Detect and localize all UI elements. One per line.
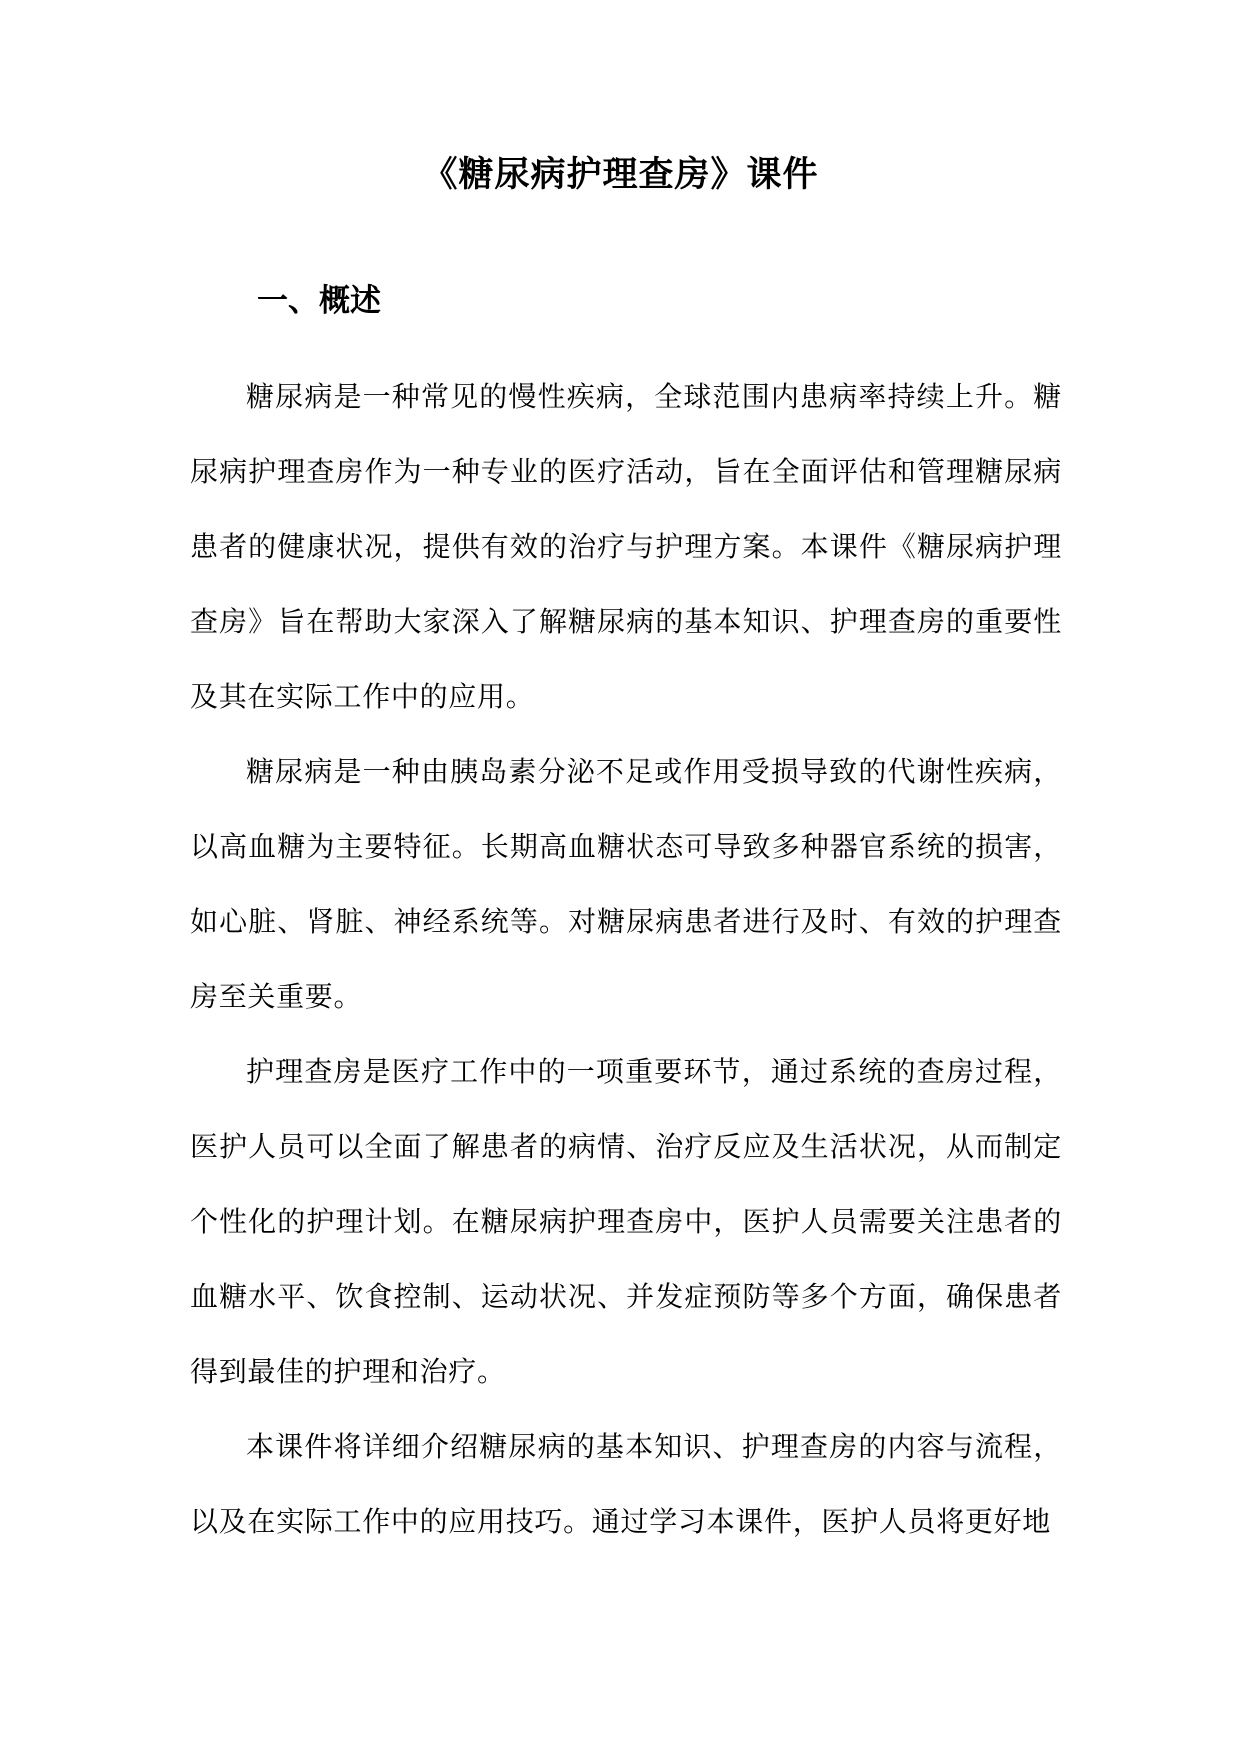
document-title: 《糖尿病护理查房》课件 bbox=[422, 155, 819, 195]
paragraph: 本课件将详细介绍糖尿病的基本知识、护理查房的内容与流程，以及在实际工作中的应用技巧。通过学习本课件，医护人员将更好地 bbox=[190, 1430, 1062, 1538]
paragraph: 糖尿病是一种常见的慢性疾病，全球范围内患病率持续上升。糖尿病护理查房作为一种专业的医疗活动，旨在全面评估和管理糖尿病患者的健康状况，提供有效的治疗与护理方案。本课件《糖尿病护理查房》旨在帮助大家深入了解糖尿病的基本知识、护理查房的重要性及其在实际工作中的应用。 bbox=[190, 380, 1062, 713]
document-body bbox=[190, 359, 1062, 1559]
paragraph: 糖尿病是一种由胰岛素分泌不足或作用受损导致的代谢性疾病，以高血糖为主要特征。长期高血糖状态可导致多种器官系统的损害，如心脏、肾脏、神经系统等。对糖尿病患者进行及时、有效的护理查房至关重要。 bbox=[190, 755, 1062, 1013]
section-heading: 一、概述 bbox=[257, 283, 381, 319]
paragraph: 护理查房是医疗工作中的一项重要环节，通过系统的查房过程，医护人员可以全面了解患者的病情、治疗反应及生活状况，从而制定个性化的护理计划。在糖尿病护理查房中，医护人员需要关注患者的血糖水平、饮食控制、运动状况、并发症预防等多个方面，确保患者得到最佳的护理和治疗。 bbox=[190, 1055, 1062, 1388]
